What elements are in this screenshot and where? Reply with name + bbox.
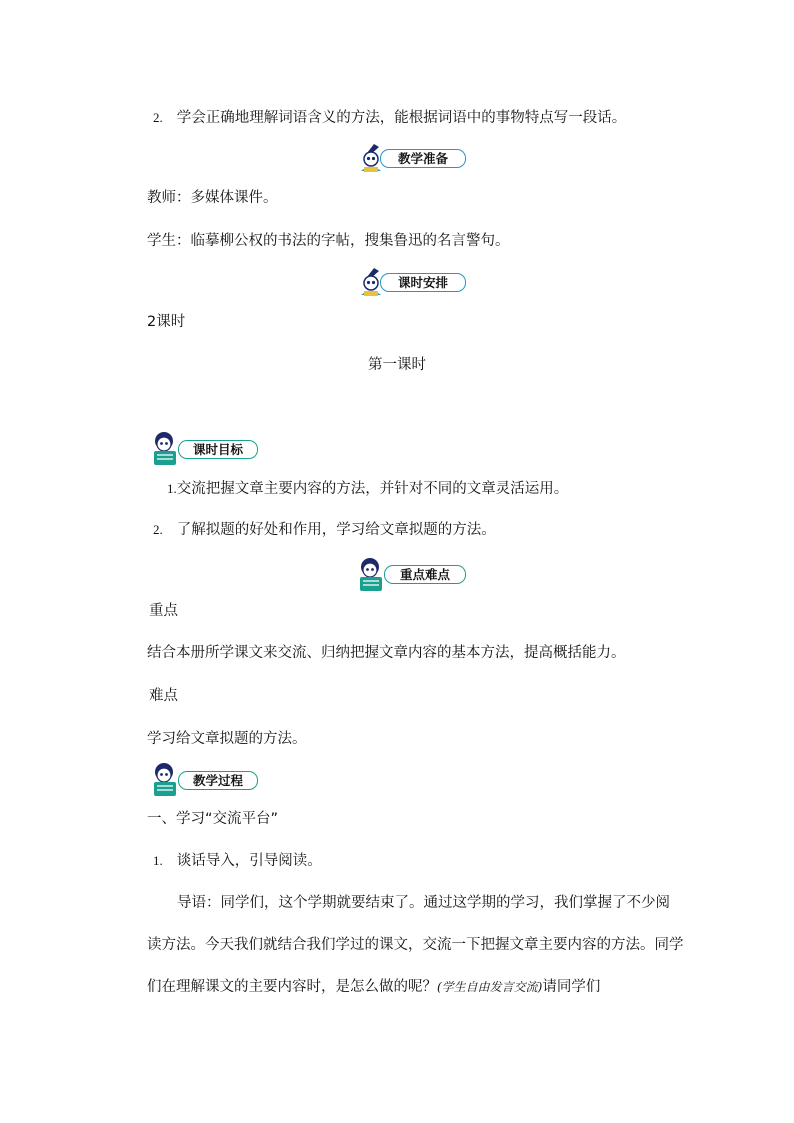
section-banner-process [148, 761, 260, 797]
section-banner-keypoints [354, 556, 468, 592]
prep-teacher-line: 教师：多媒体课件。 [147, 190, 278, 206]
schedule-text: 2课时 [147, 314, 186, 330]
list-number: 2. [153, 522, 163, 537]
section-banner-goals [148, 430, 260, 466]
section-banner-label: 课时安排 [380, 273, 466, 292]
paragraph-note: (学生自由发言交流) [437, 980, 543, 994]
teacher-mascot-icon [352, 267, 392, 297]
difficulty-text: 学习给文章拟题的方法。 [147, 731, 307, 747]
list-number: 1. [153, 853, 163, 868]
section-banner-label: 课时目标 [178, 440, 258, 459]
list-number: 1. [167, 481, 177, 496]
list-text: 了解拟题的好处和作用，学习给文章拟题的方法。 [176, 522, 496, 538]
key-text: 结合本册所学课文来交流、归纳把握文章内容的基本方法，提高概括能力。 [147, 645, 626, 661]
paragraph-line-3 [147, 977, 600, 997]
list-text: 交流把握文章主要内容的方法，并针对不同的文章灵活运用。 [176, 481, 569, 497]
list-number: 2. [153, 110, 163, 125]
key-label: 重点 [149, 603, 178, 619]
student-mascot-icon [148, 761, 184, 797]
student-mascot-icon [148, 430, 184, 466]
difficulty-label: 难点 [149, 688, 178, 704]
student-mascot-icon [354, 556, 390, 592]
list-text: 谈话导入，引导阅读。 [176, 853, 322, 869]
process-heading: 一、学习“交流平台” [147, 811, 279, 827]
goal-item-1 [167, 479, 568, 499]
section-banner-label: 教学准备 [380, 149, 466, 168]
section-banner-label: 教学过程 [178, 771, 258, 790]
teacher-mascot-icon [352, 143, 392, 173]
goal-item-2 [153, 520, 496, 540]
prep-student-line: 学生：临摹柳公权的书法的字帖，搜集鲁迅的名言警句。 [147, 233, 510, 249]
process-step-1 [153, 851, 322, 871]
section-banner-label: 重点难点 [384, 565, 466, 584]
list-text: 学会正确地理解词语含义的方法，能根据词语中的事物特点写一段话。 [176, 110, 627, 126]
intro-item-2 [153, 108, 626, 128]
paragraph-line-2: 读方法。今天我们就结合我们学过的课文，交流一下把握文章主要内容的方法。同学 [147, 937, 684, 953]
paragraph-line-1: 导语：同学们，这个学期就要结束了。通过这学期的学习，我们掌握了不少阅 [177, 895, 670, 911]
section-banner-schedule [352, 267, 468, 297]
paragraph-text: 们在理解课文的主要内容时，是怎么做的呢？ [147, 979, 437, 995]
section-banner-prep [352, 143, 468, 173]
lesson-heading: 第一课时 [368, 357, 426, 373]
paragraph-text: 请同学们 [542, 979, 601, 995]
